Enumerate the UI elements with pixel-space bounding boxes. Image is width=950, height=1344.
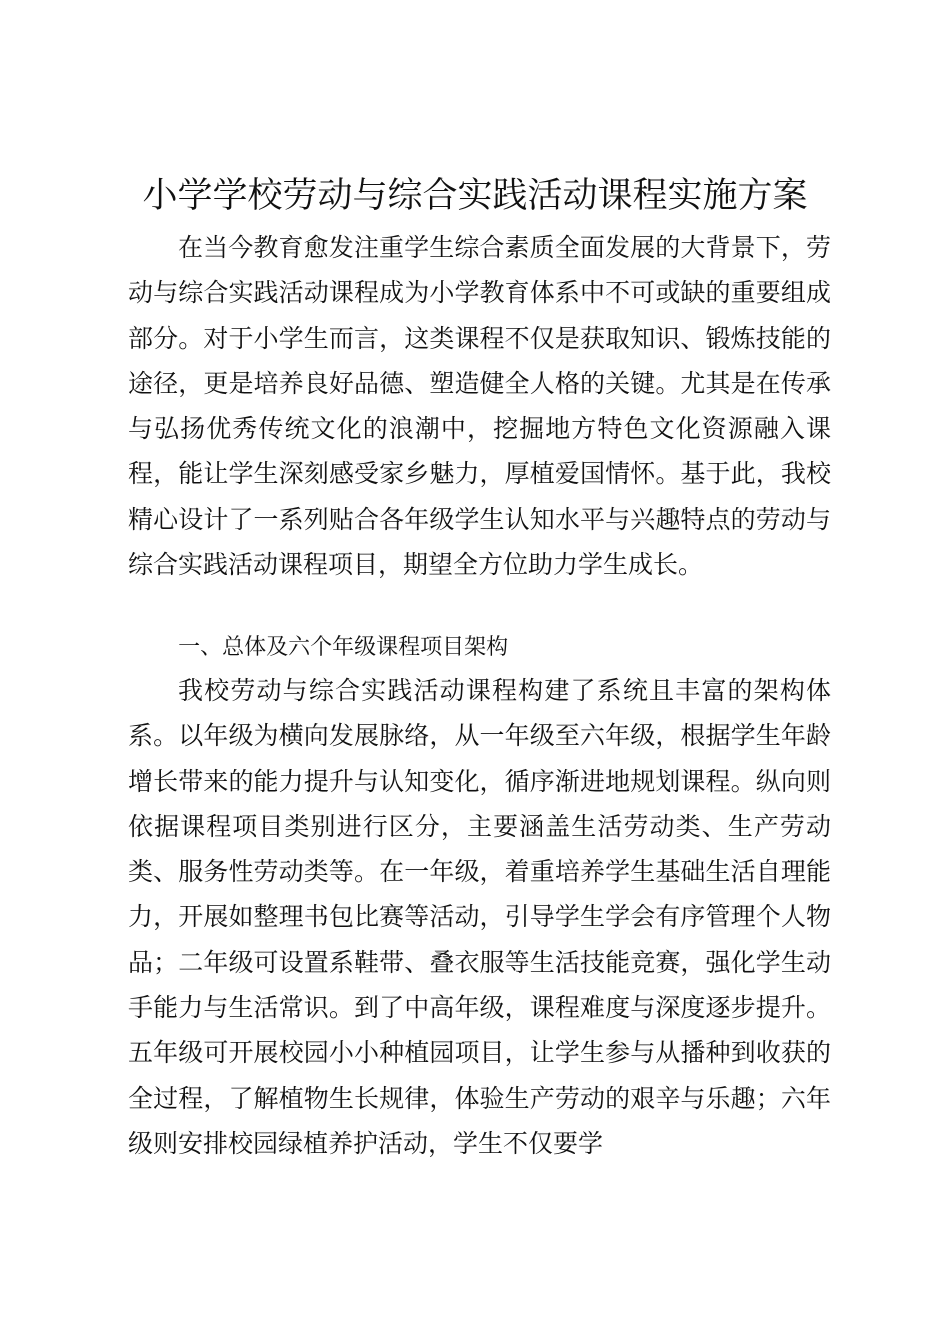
intro-paragraph: 在当今教育愈发注重学生综合素质全面发展的大背景下，劳动与综合实践活动课程成为小学教育体系中不可或缺的重要组成部分。对于小学生而言，这类课程不仅是获取知识、锻炼技能的途径，更是培养良好品德、塑造健全人格的关键。尤其是在传承与弘扬优秀传统文化的浪潮中，挖掘地方特色文化资源融入课程，能让学生深刻感受家乡魅力，厚植爱国情怀。基于此，我校精心设计了一系列贴合各年级学生认知水平与兴趣特点的劳动与综合实践活动课程项目，期望全方位助力学生成长。 <box>128 233 831 580</box>
document-title: 小学学校劳动与综合实践活动课程实施方案 <box>142 176 808 216</box>
section-paragraph: 我校劳动与综合实践活动课程构建了系统且丰富的架构体系。以年级为横向发展脉络，从一年级至六年级，根据学生年龄增长带来的能力提升与认知变化，循序渐进地规划课程。纵向则依据课程项目类别进行区分，主要涵盖生活劳动类、生产劳动类、服务性劳动类等。在一年级，着重培养学生基础生活自理能力，开展如整理书包比赛等活动，引导学生学会有序管理个人物品；二年级可设置系鞋带、叠衣服等生活技能竞赛，强化学生动手能力与生活常识。到了中高年级，课程难度与深度逐步提升。五年级可开展校园小小种植园项目，让学生参与从播种到收获的全过程，了解植物生长规律，体验生产劳动的艰辛与乐趣；六年级则安排校园绿植养护活动，学生不仅要学 <box>128 676 831 1158</box>
section-heading: 一、总体及六个年级课程项目架构 <box>178 635 509 660</box>
